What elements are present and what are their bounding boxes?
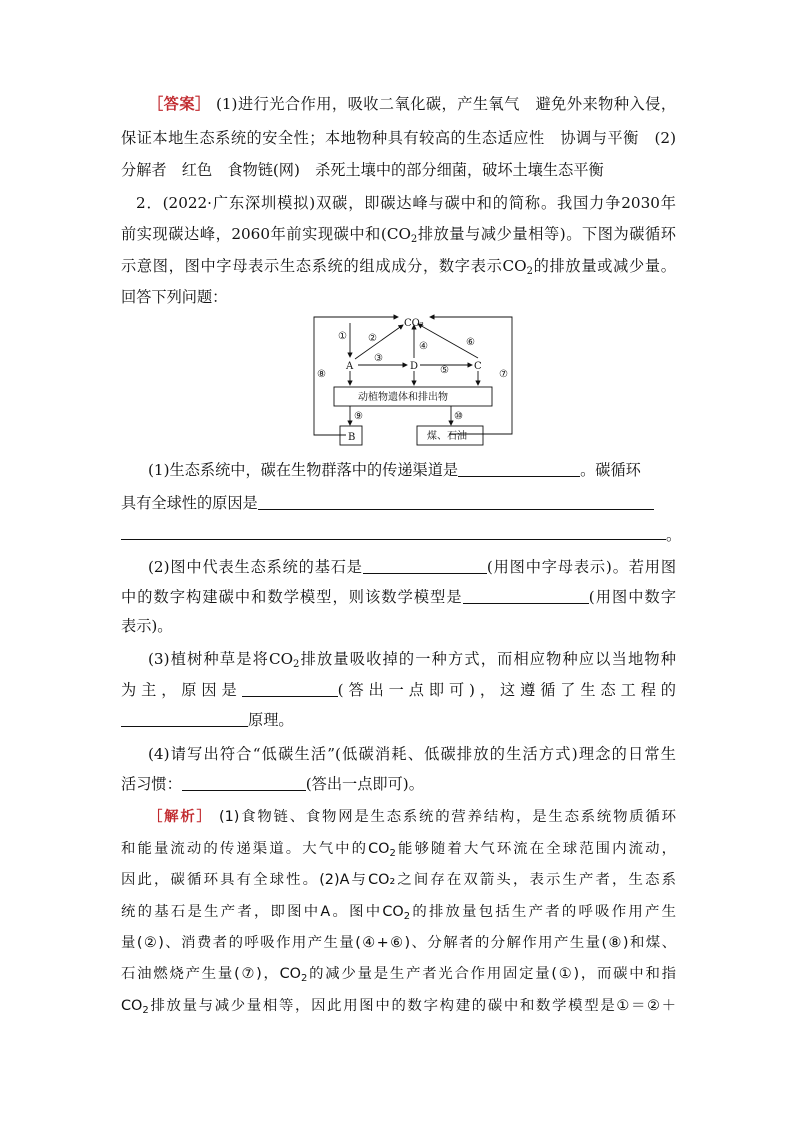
analysis-line-7: $CO_2$排放量与减少量相等，因此用图中的数字构建的碳中和数学模型是①＝②＋ xyxy=(121,998,676,1016)
diagram-label-remains: 动植物遗体和排出物 xyxy=(358,392,448,403)
q4-line-2: 活习惯： (答出一点即可)。 xyxy=(121,771,676,797)
analysis-tag: ［解析］ xyxy=(148,809,213,825)
q4-blank-1[interactable] xyxy=(182,772,306,791)
diagram-num-9: ⑨ xyxy=(354,411,363,422)
carbon-cycle-diagram xyxy=(306,311,520,447)
q3-blank-1[interactable] xyxy=(242,678,338,697)
diagram-num-8: ⑧ xyxy=(317,369,326,380)
diagram-num-4: ④ xyxy=(419,341,428,352)
diagram-num-7: ⑦ xyxy=(499,369,508,380)
diagram-label-coal: 煤、石油 xyxy=(427,431,467,442)
diagram-co2: CO₂ xyxy=(404,318,424,329)
q1-period: 。 xyxy=(666,526,682,544)
q3-blank-2[interactable] xyxy=(121,708,248,727)
q2-line-3: 表示)。 xyxy=(121,617,173,635)
q2-line-1: (2)图中代表生态系统的基石是 (用图中字母表示)。若用图 xyxy=(148,554,676,580)
q1-line-2: 具有全球性的原因是 xyxy=(121,490,676,516)
diagram-num-5: ⑤ xyxy=(440,365,449,376)
question-line-4: 回答下列问题： xyxy=(121,288,228,306)
diagram-node-c: C xyxy=(474,361,482,372)
answer-line-3: 分解者 红色 食物链(网) 杀死土壤中的部分细菌，破坏土壤生态平衡 xyxy=(121,161,604,179)
q3-line-2: 为主，原因是 (答出一点即可)，这遵循了生态工程的 xyxy=(121,677,676,703)
q1-line-1: (1)生态系统中，碳在生物群落中的传递渠道是 。碳循环 xyxy=(148,457,703,483)
analysis-line-3: 因此，碳循环具有全球性。(2)A与CO₂之间存在双箭头，表示生产者，生态系 xyxy=(121,872,676,888)
q3-line-3: 原理。 xyxy=(121,707,676,733)
analysis-line-1: ［解析］ (1)食物链、食物网是生态系统的营养结构，是生态系统物质循环 xyxy=(148,809,676,825)
q2-line-2: 中的数字构建碳中和数学模型，则该数学模型是 (用图中数字 xyxy=(121,584,676,610)
answer-tag: ［答案］ xyxy=(148,95,211,113)
diagram-node-d: D xyxy=(410,361,419,372)
diagram-num-1: ① xyxy=(338,331,347,342)
question-line-1: 2．(2022·广东深圳模拟)双碳，即碳达峰与碳中和的简称。我国力争2030年 xyxy=(136,194,676,212)
question-line-2: 前实现碳达峰，2060年前实现碳中和($CO_2$排放量与减少量相等)。下图为碳循环 xyxy=(121,225,676,245)
diagram-num-10: ⑩ xyxy=(454,411,463,422)
analysis-line-4: 统的基石是生产者，即图中A。图中$CO_2$的排放量包括生产者的呼吸作用产生 xyxy=(121,904,676,922)
q3-line-1: (3)植树种草是将$CO_2$排放量吸收掉的一种方式，而相应物种应以当地物种 xyxy=(148,650,676,670)
analysis-line-6: 石油燃烧产生量(⑦)，$CO_2$的减少量是生产者光合作用固定量(①)，而碳中和指 xyxy=(121,966,676,984)
answer-line-1: ［答案］ (1)进行光合作用，吸收二氧化碳，产生氧气 避免外来物种入侵， xyxy=(148,95,676,113)
q1-blank-2[interactable] xyxy=(258,491,654,510)
answer-line-2: 保证本地生态系统的安全性；本地物种具有较高的生态适应性 协调与平衡 (2) xyxy=(121,129,676,147)
diagram-num-2: ② xyxy=(368,333,377,344)
q2-blank-2[interactable] xyxy=(463,585,589,604)
diagram-num-6: ⑥ xyxy=(466,337,475,348)
question-line-3: 示意图，图中字母表示生态系统的组成成分，数字表示$CO_2$的排放量或减少量。 xyxy=(121,257,676,277)
q2-blank-1[interactable] xyxy=(363,555,487,574)
diagram-node-a: A xyxy=(346,361,354,372)
analysis-line-5: 量(②)、消费者的呼吸作用产生量(④+⑥)、分解者的分解作用产生量(⑧)和煤、 xyxy=(121,935,676,951)
q1-blank-1[interactable] xyxy=(458,458,580,477)
q1-blank-3[interactable] xyxy=(121,539,666,540)
analysis-line-2: 和能量流动的传递渠道。大气中的$CO_2$能够随着大气环流在全球范围内流动， xyxy=(121,841,676,859)
diagram-num-3: ③ xyxy=(374,353,383,364)
q4-line-1: (4)请写出符合“低碳生活”(低碳消耗、低碳排放的生活方式)理念的日常生 xyxy=(148,745,676,763)
diagram-node-b: B xyxy=(348,432,356,443)
